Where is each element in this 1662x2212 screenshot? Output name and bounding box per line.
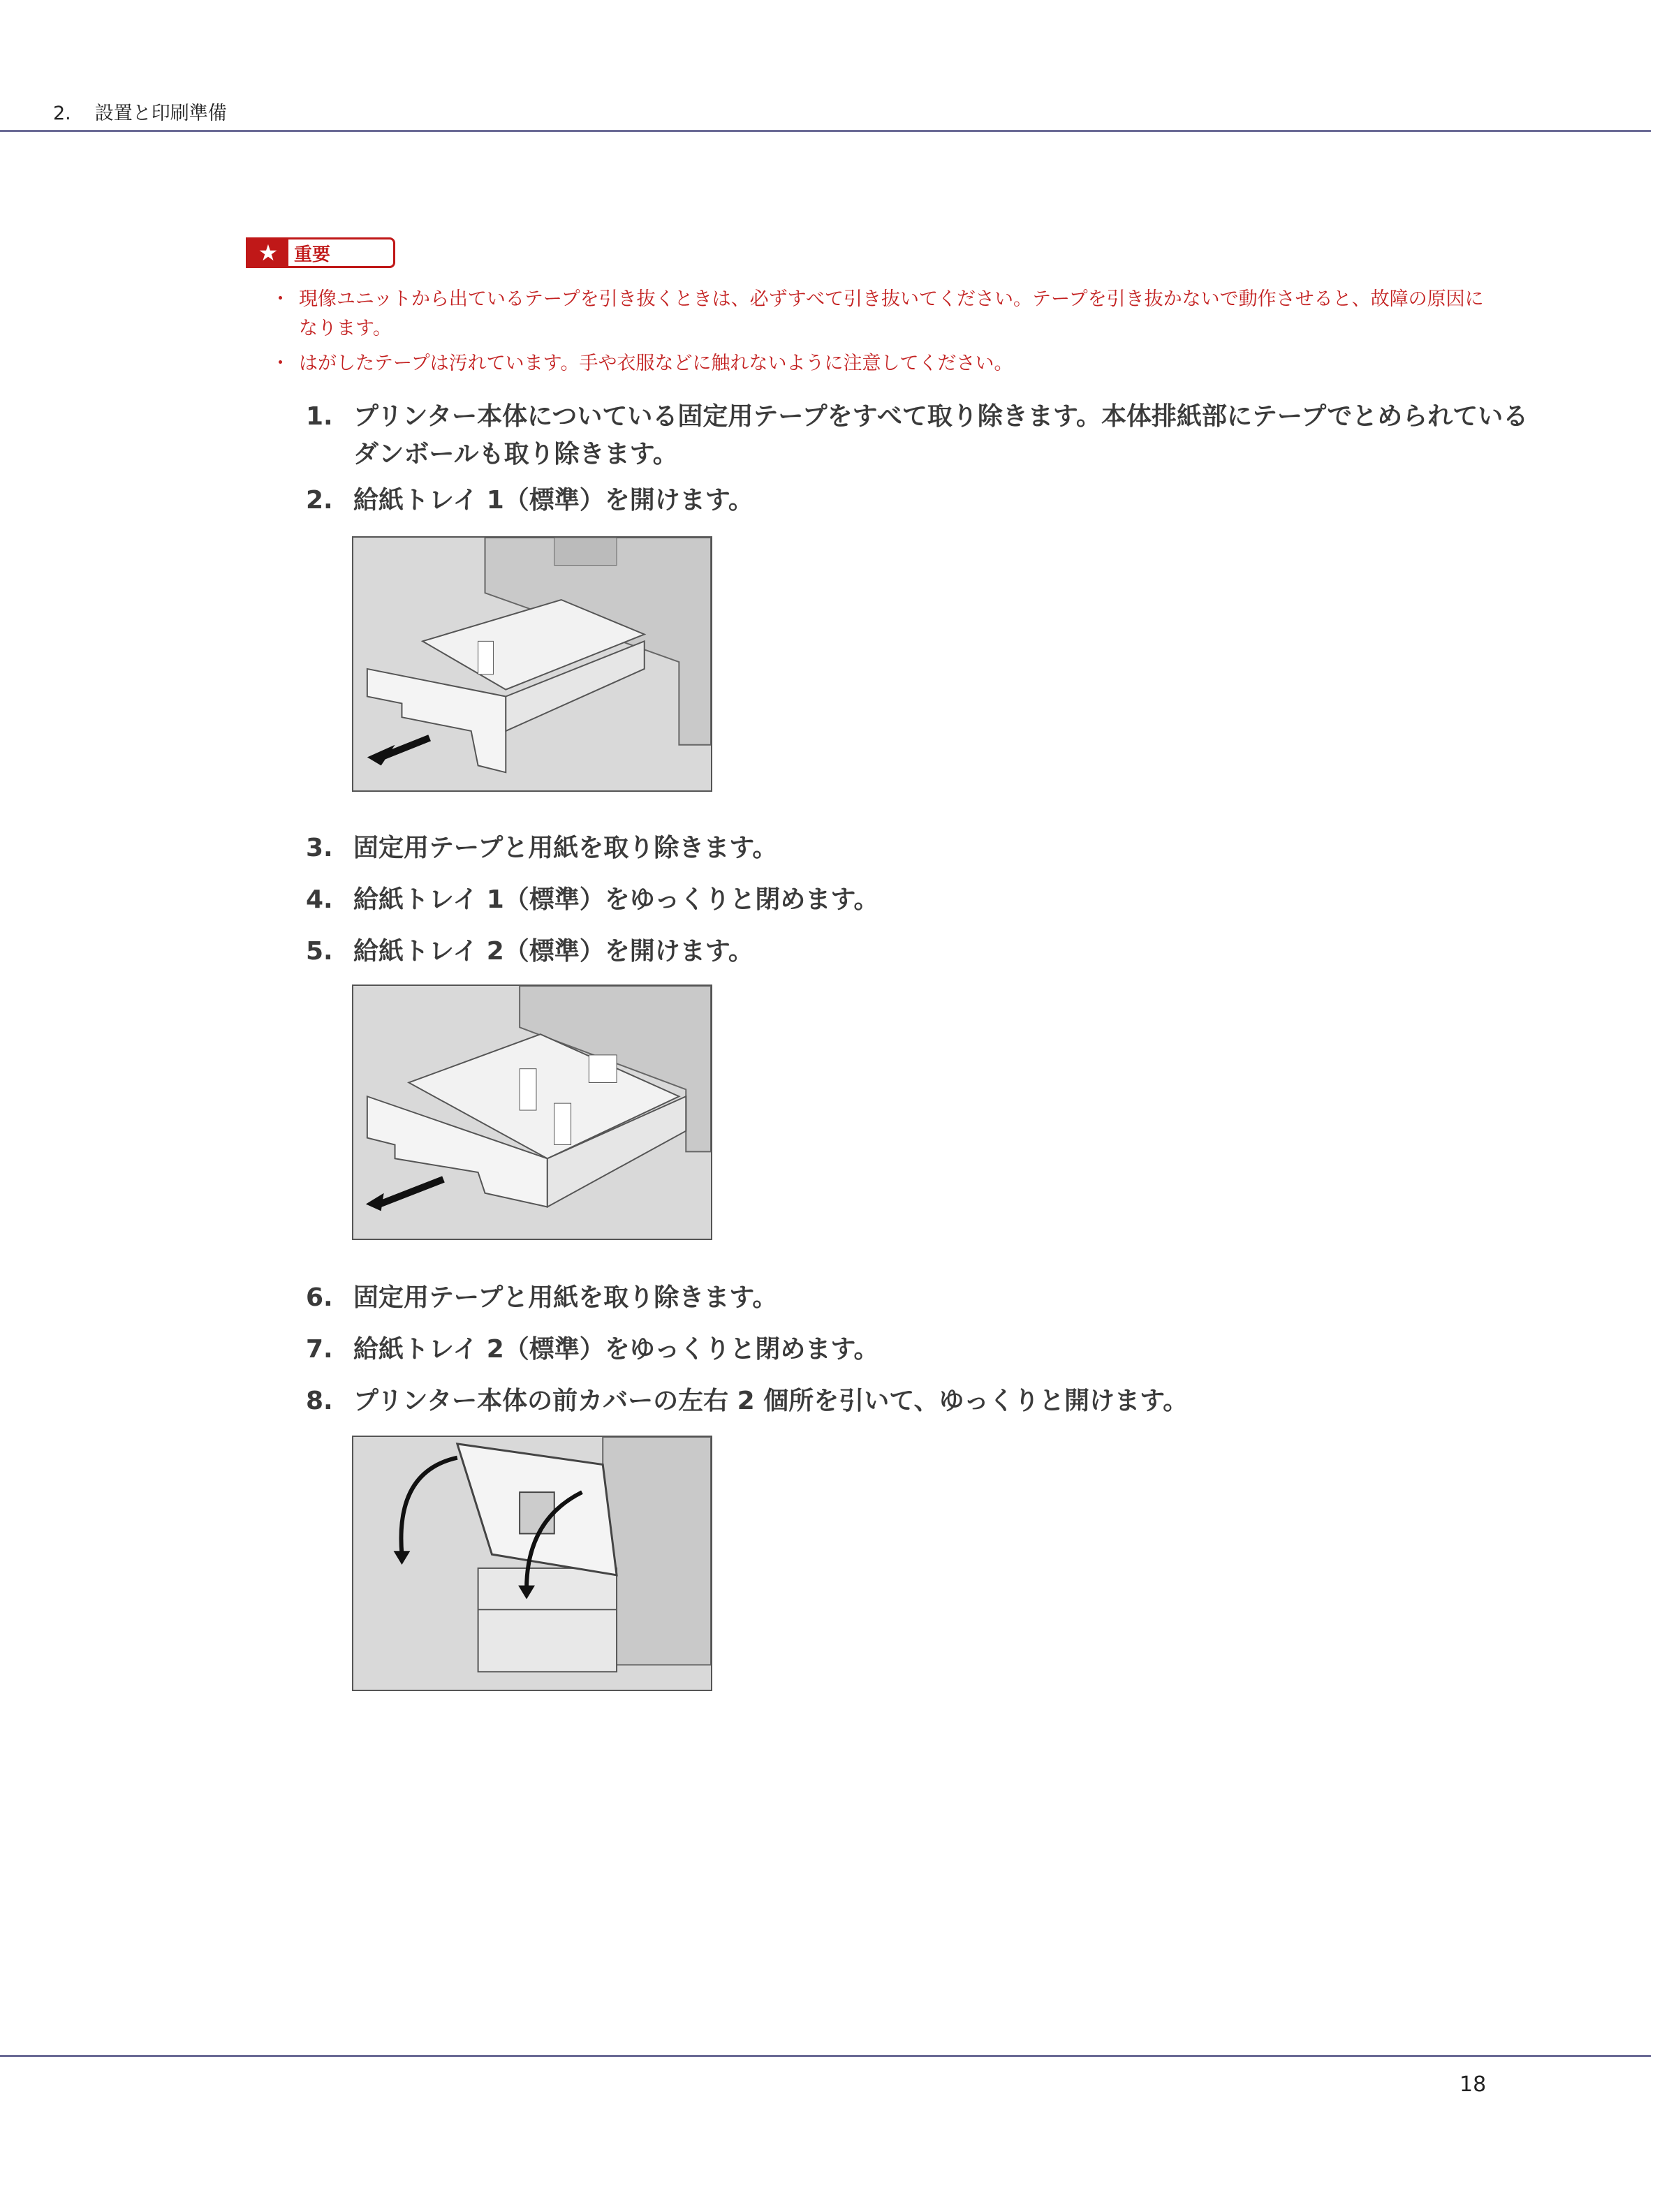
bullet-icon: ・ xyxy=(271,353,290,374)
tray2-illustration xyxy=(353,986,711,1239)
step-text: 給紙トレイ 1（標準）を開けます。 xyxy=(353,486,753,515)
step-number: 6. xyxy=(306,1283,333,1312)
step-2 xyxy=(306,482,1540,519)
page-number: 18 xyxy=(1459,2072,1487,2097)
step-number: 1. xyxy=(306,402,333,431)
important-notes xyxy=(271,285,1486,384)
important-label: 重要 xyxy=(294,244,331,265)
bullet-icon: ・ xyxy=(271,288,290,310)
header-rule xyxy=(0,130,1651,132)
step-text: 給紙トレイ 1（標準）をゆっくりと閉めます。 xyxy=(353,885,879,914)
page-header xyxy=(53,98,227,125)
step-text: 給紙トレイ 2（標準）を開けます。 xyxy=(353,937,753,966)
step-8 xyxy=(306,1382,1540,1420)
star-icon: ★ xyxy=(248,239,288,266)
figure-tray1-open xyxy=(352,536,712,792)
note-item xyxy=(271,349,1486,378)
step-5 xyxy=(306,933,1540,971)
figure-tray2-open xyxy=(352,985,712,1240)
step-text: 給紙トレイ 2（標準）をゆっくりと閉めます。 xyxy=(353,1335,879,1364)
step-text: プリンター本体についている固定用テープをすべて取り除きます。本体排紙部にテープでとめられているダンボールも取り除きます。 xyxy=(353,402,1529,469)
step-number: 4. xyxy=(306,885,333,914)
note-item xyxy=(271,285,1486,344)
step-4 xyxy=(306,881,1540,919)
step-3 xyxy=(306,830,1540,867)
important-badge xyxy=(246,237,395,268)
note-text: はがしたテープは汚れています。手や衣服などに触れないように注意してください。 xyxy=(299,353,1013,374)
tray1-illustration xyxy=(353,538,711,790)
step-text: プリンター本体の前カバーの左右 2 個所を引いて、ゆっくりと開けます。 xyxy=(353,1387,1189,1415)
figure-front-cover-open xyxy=(352,1436,712,1691)
chapter-title: 設置と印刷準備 xyxy=(94,103,227,124)
step-number: 5. xyxy=(306,937,333,966)
step-number: 2. xyxy=(306,486,333,515)
step-text: 固定用テープと用紙を取り除きます。 xyxy=(353,1283,778,1312)
step-1 xyxy=(306,398,1540,473)
chapter-number: 2. xyxy=(53,103,71,124)
front-cover-illustration xyxy=(353,1437,711,1690)
step-text: 固定用テープと用紙を取り除きます。 xyxy=(353,834,778,862)
step-number: 8. xyxy=(306,1387,333,1415)
step-number: 3. xyxy=(306,834,333,862)
note-text: 現像ユニットから出ているテープを引き抜くときは、必ずすべて引き抜いてください。テープを引き抜かないで動作させると、故障の原因になります。 xyxy=(299,288,1484,339)
step-number: 7. xyxy=(306,1335,333,1364)
footer-rule xyxy=(0,2055,1651,2057)
step-6 xyxy=(306,1279,1540,1317)
step-7 xyxy=(306,1331,1540,1369)
